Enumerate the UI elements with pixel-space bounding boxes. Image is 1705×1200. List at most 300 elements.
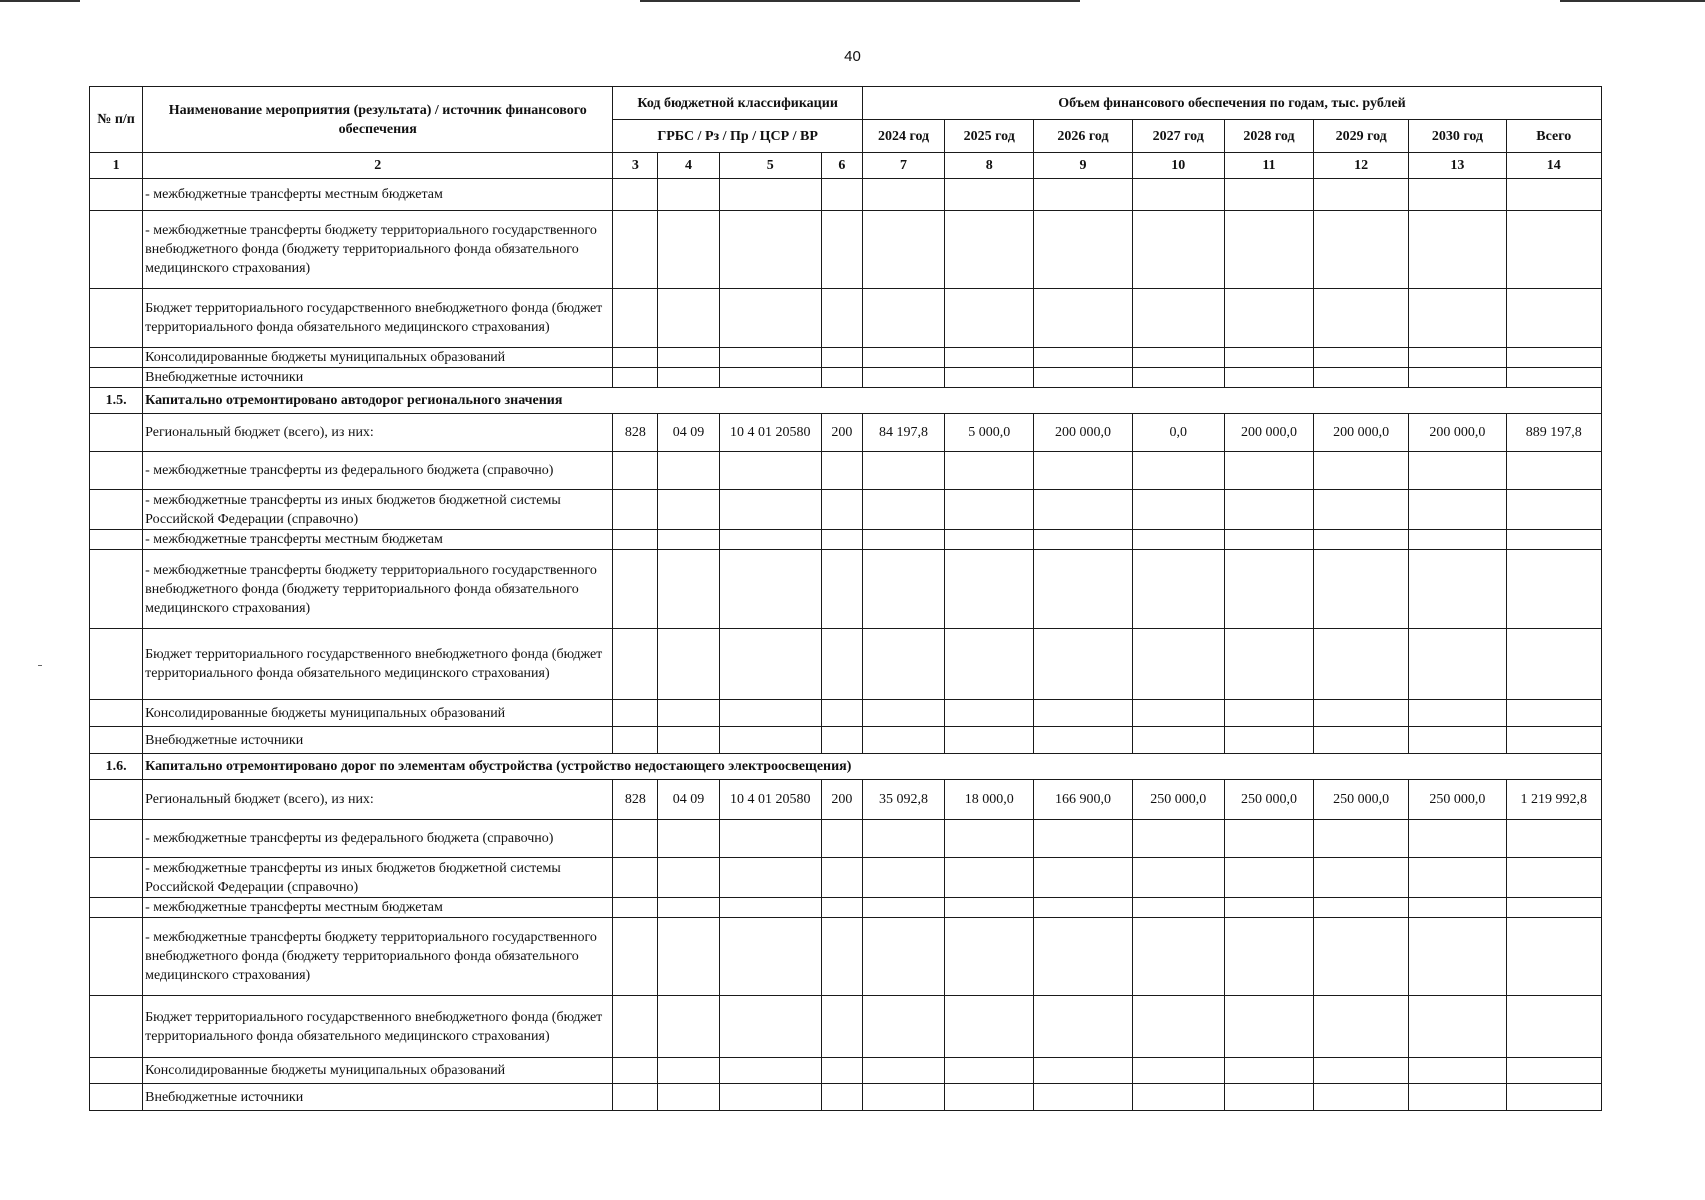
value-cell: [613, 898, 658, 918]
table-row: [90, 490, 1602, 530]
value-cell: [1224, 211, 1313, 289]
value-cell: [821, 211, 862, 289]
funding-source-name: Внебюджетные источники: [143, 727, 613, 754]
value-cell: [719, 858, 821, 898]
column-number: 5: [719, 153, 821, 179]
value-cell: [719, 550, 821, 629]
value-cell: [719, 179, 821, 211]
value-cell: [945, 490, 1034, 530]
table-row: [90, 179, 1602, 211]
value-cell: [1506, 348, 1601, 368]
value-cell: [1034, 179, 1132, 211]
header-year-2025: 2025 год: [945, 120, 1034, 153]
value-cell: [1132, 1058, 1224, 1084]
value-cell: 0,0: [1132, 414, 1224, 452]
value-cell: [1314, 629, 1409, 700]
funding-source-name: - межбюджетные трансферты из федерального бюджета (справочно): [143, 452, 613, 490]
value-cell: [1224, 820, 1313, 858]
value-cell: [862, 1084, 944, 1111]
header-code-sub: ГРБС / Рз / Пр / ЦСР / ВР: [613, 120, 863, 153]
value-cell: [821, 490, 862, 530]
value-cell: [821, 629, 862, 700]
row-number-cell: [90, 550, 143, 629]
value-cell: [1034, 898, 1132, 918]
value-cell: [1314, 1058, 1409, 1084]
value-cell: [945, 727, 1034, 754]
value-cell: [1224, 1058, 1313, 1084]
table-row: [90, 1084, 1602, 1111]
column-number: 13: [1409, 153, 1506, 179]
table-row: [90, 550, 1602, 629]
row-number-cell: [90, 490, 143, 530]
value-cell: [1132, 490, 1224, 530]
header-year-2024: 2024 год: [862, 120, 944, 153]
row-number-cell: [90, 858, 143, 898]
value-cell: 18 000,0: [945, 780, 1034, 820]
table-row: [90, 780, 1602, 820]
value-cell: 10 4 01 20580: [719, 414, 821, 452]
value-cell: [1132, 452, 1224, 490]
value-cell: [1132, 996, 1224, 1058]
funding-source-name: Консолидированные бюджеты муниципальных образований: [143, 1058, 613, 1084]
value-cell: [945, 211, 1034, 289]
value-cell: [821, 1084, 862, 1111]
funding-source-name: - межбюджетные трансферты из иных бюджетов бюджетной системы Российской Федерации (справочно): [143, 490, 613, 530]
header-col-volume: Объем финансового обеспечения по годам, тыс. рублей: [862, 87, 1601, 120]
funding-source-name: Внебюджетные источники: [143, 368, 613, 388]
table-row: [90, 530, 1602, 550]
value-cell: [1409, 348, 1506, 368]
value-cell: [945, 996, 1034, 1058]
value-cell: [658, 700, 719, 727]
section-number: 1.6.: [90, 754, 143, 780]
table-row: [90, 727, 1602, 754]
value-cell: [1034, 1084, 1132, 1111]
value-cell: [1409, 289, 1506, 348]
value-cell: [719, 1058, 821, 1084]
table-row: [90, 289, 1602, 348]
value-cell: [719, 211, 821, 289]
value-cell: [1132, 858, 1224, 898]
value-cell: [1132, 700, 1224, 727]
value-cell: [862, 550, 944, 629]
value-cell: [613, 348, 658, 368]
value-cell: [613, 858, 658, 898]
value-cell: [1506, 1058, 1601, 1084]
value-cell: [1314, 820, 1409, 858]
header-col-code: Код бюджетной классификации: [613, 87, 863, 120]
value-cell: [613, 211, 658, 289]
value-cell: [1506, 530, 1601, 550]
value-cell: [821, 700, 862, 727]
value-cell: [1034, 530, 1132, 550]
table-row: [90, 368, 1602, 388]
value-cell: [1224, 727, 1313, 754]
value-cell: [658, 858, 719, 898]
value-cell: [1314, 700, 1409, 727]
value-cell: 250 000,0: [1409, 780, 1506, 820]
value-cell: [613, 550, 658, 629]
value-cell: [1224, 629, 1313, 700]
value-cell: 200: [821, 780, 862, 820]
value-cell: [1506, 289, 1601, 348]
value-cell: [719, 629, 821, 700]
value-cell: [1409, 530, 1506, 550]
value-cell: [719, 490, 821, 530]
value-cell: [658, 898, 719, 918]
funding-source-name: Бюджет территориального государственного внебюджетного фонда (бюджет территориального фонда обязательного медицинского страхования): [143, 996, 613, 1058]
value-cell: 200: [821, 414, 862, 452]
table-row: [90, 211, 1602, 289]
table-row: [90, 996, 1602, 1058]
header-year-2029: 2029 год: [1314, 120, 1409, 153]
value-cell: [1224, 1084, 1313, 1111]
header-year-2026: 2026 год: [1034, 120, 1132, 153]
value-cell: [719, 368, 821, 388]
value-cell: [821, 289, 862, 348]
value-cell: [613, 490, 658, 530]
value-cell: [945, 898, 1034, 918]
value-cell: [658, 820, 719, 858]
value-cell: [1506, 211, 1601, 289]
value-cell: [1314, 368, 1409, 388]
value-cell: [862, 1058, 944, 1084]
value-cell: 166 900,0: [1034, 780, 1132, 820]
row-number-cell: [90, 780, 143, 820]
value-cell: [1506, 179, 1601, 211]
value-cell: [613, 820, 658, 858]
value-cell: 04 09: [658, 414, 719, 452]
row-number-cell: [90, 179, 143, 211]
value-cell: [1506, 858, 1601, 898]
value-cell: [1409, 550, 1506, 629]
value-cell: [719, 452, 821, 490]
header-year-2028: 2028 год: [1224, 120, 1313, 153]
value-cell: [658, 452, 719, 490]
value-cell: [1132, 629, 1224, 700]
row-number-cell: [90, 700, 143, 727]
value-cell: [862, 700, 944, 727]
row-number-cell: [90, 1084, 143, 1111]
value-cell: [1224, 452, 1313, 490]
value-cell: [862, 530, 944, 550]
scan-mark: [38, 665, 42, 666]
funding-source-name: - межбюджетные трансферты из иных бюджетов бюджетной системы Российской Федерации (справочно): [143, 858, 613, 898]
value-cell: [1409, 211, 1506, 289]
value-cell: [1409, 1084, 1506, 1111]
value-cell: [862, 727, 944, 754]
value-cell: [821, 550, 862, 629]
scan-edge-right: [1560, 0, 1705, 2]
value-cell: [1314, 530, 1409, 550]
value-cell: [862, 452, 944, 490]
value-cell: [1409, 700, 1506, 727]
value-cell: [658, 727, 719, 754]
value-cell: [945, 820, 1034, 858]
value-cell: [1034, 820, 1132, 858]
financing-table: [89, 86, 1602, 1111]
value-cell: [613, 179, 658, 211]
value-cell: [1409, 452, 1506, 490]
value-cell: [1224, 700, 1313, 727]
value-cell: [658, 490, 719, 530]
value-cell: [658, 550, 719, 629]
value-cell: [1506, 550, 1601, 629]
value-cell: [1034, 918, 1132, 996]
value-cell: [1506, 898, 1601, 918]
value-cell: [1409, 918, 1506, 996]
value-cell: [613, 368, 658, 388]
section-row: [90, 754, 1602, 780]
column-number: 6: [821, 153, 862, 179]
table-row: [90, 1058, 1602, 1084]
value-cell: [945, 629, 1034, 700]
header-total: Всего: [1506, 120, 1601, 153]
funding-source-name: - межбюджетные трансферты из федерального бюджета (справочно): [143, 820, 613, 858]
value-cell: [1506, 452, 1601, 490]
column-number: 8: [945, 153, 1034, 179]
value-cell: [1506, 918, 1601, 996]
value-cell: [862, 858, 944, 898]
value-cell: [658, 996, 719, 1058]
value-cell: [1224, 898, 1313, 918]
value-cell: [1132, 348, 1224, 368]
value-cell: [613, 289, 658, 348]
value-cell: [613, 452, 658, 490]
column-number: 4: [658, 153, 719, 179]
value-cell: [1314, 179, 1409, 211]
funding-source-name: Региональный бюджет (всего), из них:: [143, 780, 613, 820]
value-cell: [658, 1084, 719, 1111]
value-cell: [1314, 858, 1409, 898]
value-cell: [1314, 898, 1409, 918]
value-cell: [719, 1084, 821, 1111]
value-cell: [821, 368, 862, 388]
value-cell: [1506, 996, 1601, 1058]
value-cell: [1224, 530, 1313, 550]
table-row: [90, 918, 1602, 996]
row-number-cell: [90, 996, 143, 1058]
value-cell: [821, 348, 862, 368]
value-cell: 200 000,0: [1409, 414, 1506, 452]
funding-source-name: - межбюджетные трансферты бюджету территориального государственного внебюджетного фонда (бюджету территориального фонда обязательного медицинского страхования): [143, 918, 613, 996]
value-cell: [1034, 700, 1132, 727]
value-cell: [821, 918, 862, 996]
value-cell: [719, 727, 821, 754]
value-cell: [1409, 727, 1506, 754]
value-cell: [862, 898, 944, 918]
column-number: 3: [613, 153, 658, 179]
row-number-cell: [90, 629, 143, 700]
table-row: [90, 348, 1602, 368]
header-col-name: Наименование мероприятия (результата) / источник финансового обеспечения: [143, 87, 613, 153]
value-cell: [658, 918, 719, 996]
value-cell: [821, 820, 862, 858]
value-cell: [1409, 629, 1506, 700]
value-cell: [1409, 490, 1506, 530]
value-cell: [1409, 898, 1506, 918]
value-cell: [1224, 368, 1313, 388]
row-number-cell: [90, 820, 143, 858]
value-cell: [1034, 858, 1132, 898]
value-cell: [719, 700, 821, 727]
row-number-cell: [90, 898, 143, 918]
value-cell: [613, 629, 658, 700]
table-row: [90, 858, 1602, 898]
value-cell: 04 09: [658, 780, 719, 820]
value-cell: [1034, 211, 1132, 289]
value-cell: [1224, 490, 1313, 530]
value-cell: [613, 1058, 658, 1084]
value-cell: [1314, 490, 1409, 530]
row-number-cell: [90, 414, 143, 452]
row-number-cell: [90, 530, 143, 550]
section-title: Капитально отремонтировано дорог по элементам обустройства (устройство недостающего электроосвещения): [143, 754, 1602, 780]
value-cell: [613, 918, 658, 996]
value-cell: [613, 1084, 658, 1111]
table-row: [90, 898, 1602, 918]
row-number-cell: [90, 211, 143, 289]
value-cell: [945, 530, 1034, 550]
funding-source-name: Региональный бюджет (всего), из них:: [143, 414, 613, 452]
row-number-cell: [90, 727, 143, 754]
value-cell: [1034, 727, 1132, 754]
value-cell: [1314, 211, 1409, 289]
row-number-cell: [90, 289, 143, 348]
value-cell: [1409, 1058, 1506, 1084]
funding-source-name: - межбюджетные трансферты бюджету территориального государственного внебюджетного фонда (бюджету территориального фонда обязательного медицинского страхования): [143, 550, 613, 629]
value-cell: [862, 996, 944, 1058]
row-number-cell: [90, 918, 143, 996]
column-number: 10: [1132, 153, 1224, 179]
value-cell: [1506, 820, 1601, 858]
value-cell: [1132, 550, 1224, 629]
value-cell: [1314, 452, 1409, 490]
value-cell: 250 000,0: [1314, 780, 1409, 820]
value-cell: [821, 996, 862, 1058]
value-cell: [1314, 996, 1409, 1058]
value-cell: [613, 727, 658, 754]
value-cell: [862, 820, 944, 858]
funding-source-name: - межбюджетные трансферты местным бюджетам: [143, 179, 613, 211]
column-number: 7: [862, 153, 944, 179]
value-cell: [862, 211, 944, 289]
value-cell: [1034, 490, 1132, 530]
value-cell: [1224, 550, 1313, 629]
funding-source-name: Внебюджетные источники: [143, 1084, 613, 1111]
value-cell: [1034, 452, 1132, 490]
value-cell: [945, 918, 1034, 996]
row-number-cell: [90, 368, 143, 388]
column-number: 2: [143, 153, 613, 179]
value-cell: [1314, 918, 1409, 996]
table-row: [90, 629, 1602, 700]
column-number: 14: [1506, 153, 1601, 179]
value-cell: [1034, 1058, 1132, 1084]
value-cell: [945, 1084, 1034, 1111]
value-cell: [1132, 1084, 1224, 1111]
value-cell: [613, 700, 658, 727]
table-row: [90, 452, 1602, 490]
column-numbers-row: [90, 153, 1602, 179]
value-cell: [1224, 348, 1313, 368]
value-cell: [862, 348, 944, 368]
scan-edge-left: [0, 0, 80, 2]
value-cell: [821, 530, 862, 550]
value-cell: 84 197,8: [862, 414, 944, 452]
value-cell: [1409, 858, 1506, 898]
value-cell: [821, 179, 862, 211]
value-cell: [658, 289, 719, 348]
value-cell: [658, 348, 719, 368]
value-cell: [1224, 996, 1313, 1058]
value-cell: [613, 996, 658, 1058]
value-cell: [821, 898, 862, 918]
value-cell: [1506, 1084, 1601, 1111]
column-number: 12: [1314, 153, 1409, 179]
row-number-cell: [90, 1058, 143, 1084]
value-cell: [945, 368, 1034, 388]
value-cell: [945, 700, 1034, 727]
value-cell: 828: [613, 414, 658, 452]
value-cell: [658, 211, 719, 289]
funding-source-name: Бюджет территориального государственного внебюджетного фонда (бюджет территориального фонда обязательного медицинского страхования): [143, 289, 613, 348]
value-cell: [1132, 530, 1224, 550]
value-cell: [821, 858, 862, 898]
funding-source-name: Бюджет территориального государственного внебюджетного фонда (бюджет территориального фонда обязательного медицинского страхования): [143, 629, 613, 700]
section-number: 1.5.: [90, 388, 143, 414]
funding-source-name: Консолидированные бюджеты муниципальных образований: [143, 348, 613, 368]
value-cell: 1 219 992,8: [1506, 780, 1601, 820]
value-cell: [821, 727, 862, 754]
value-cell: [945, 1058, 1034, 1084]
value-cell: [1034, 368, 1132, 388]
table-body: [90, 179, 1602, 1111]
value-cell: [862, 368, 944, 388]
funding-source-name: - межбюджетные трансферты бюджету территориального государственного внебюджетного фонда (бюджету территориального фонда обязательного медицинского страхования): [143, 211, 613, 289]
value-cell: [862, 179, 944, 211]
value-cell: [1034, 996, 1132, 1058]
value-cell: [719, 820, 821, 858]
value-cell: [1132, 289, 1224, 348]
value-cell: 35 092,8: [862, 780, 944, 820]
value-cell: [719, 898, 821, 918]
row-number-cell: [90, 452, 143, 490]
value-cell: [658, 629, 719, 700]
value-cell: [1314, 727, 1409, 754]
scan-edge-center: [640, 0, 1080, 2]
value-cell: [1314, 348, 1409, 368]
value-cell: [1132, 727, 1224, 754]
section-title: Капитально отремонтировано автодорог регионального значения: [143, 388, 1602, 414]
value-cell: 200 000,0: [1224, 414, 1313, 452]
value-cell: [1034, 348, 1132, 368]
value-cell: [862, 629, 944, 700]
value-cell: 250 000,0: [1224, 780, 1313, 820]
value-cell: [1506, 629, 1601, 700]
value-cell: [1409, 996, 1506, 1058]
column-number: 11: [1224, 153, 1313, 179]
value-cell: [1409, 179, 1506, 211]
value-cell: [719, 996, 821, 1058]
value-cell: [1409, 820, 1506, 858]
value-cell: [719, 348, 821, 368]
value-cell: [945, 179, 1034, 211]
value-cell: [1506, 727, 1601, 754]
value-cell: [658, 179, 719, 211]
column-number: 1: [90, 153, 143, 179]
value-cell: [1506, 700, 1601, 727]
